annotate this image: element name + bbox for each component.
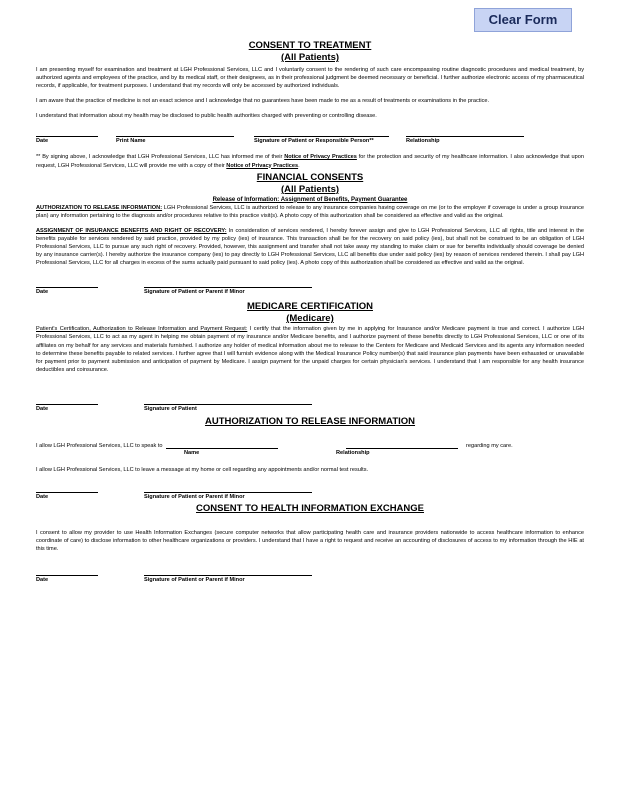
release-speak-suffix: regarding my care.	[466, 442, 513, 449]
assignment-text: In consideration of services rendered, I hereby forever assign and give to LGH Professional Services, LLC all rights, title and interest in the benefits payable for services rendered by said practice, provided by my policy (ies) of insurance. This transaction shall be for the recovery on said policy (ies), but shall not be construed to be an obligation of LGH Professional Services, LLC to pursue any such right of recovery. Provided, however, this assignment and transfer shall not take away my standing to make claim or sue for benefits individually should coverage be denied by any insurance carrier(s). I hereby authorize the insurance company (ies) to pay directly to LGH Professional Services, LLC all benefits due under said policy (ies) by reason of services rendered therein. I shall pay LGH Professional Services, LLC for all charges in excess of the sums actually paid pursuant to said policy (ies). A photo copy of this authorization shall be considered as effective and valid as the original.	[36, 227, 584, 267]
medicare-date-field[interactable]	[36, 404, 98, 405]
financial-signature-field[interactable]	[144, 287, 312, 288]
hie-signature-field[interactable]	[144, 575, 312, 576]
print-name-field[interactable]	[116, 136, 234, 137]
privacy-note-text-a: ** By signing above, I acknowledge that LGH Professional Services, LLC has informed me of their	[36, 154, 285, 161]
financial-title: FINANCIAL CONSENTS	[256, 171, 364, 183]
auth-release-paragraph	[36, 204, 584, 220]
hie-title: CONSENT TO HEALTH INFORMATION EXCHANGE	[196, 502, 424, 514]
medicare-paragraph	[36, 325, 584, 374]
assignment-heading: ASSIGNMENT OF INSURANCE BENEFITS AND RIGHT OF RECOVERY:	[36, 227, 227, 234]
date-field[interactable]	[36, 136, 98, 137]
financial-sub-heading: Release of Information: Assignment of Benefits, Payment Guarantee	[212, 196, 408, 203]
financial-subtitle: (All Patients)	[280, 183, 340, 195]
signature-label: Signature of Patient or Responsible Person**	[254, 138, 374, 145]
date-label: Date	[36, 138, 49, 145]
release-relationship-field[interactable]	[346, 448, 458, 449]
hie-signature-label: Signature of Patient or Parent if Minor	[144, 577, 245, 584]
medicare-subtitle: (Medicare)	[286, 313, 334, 325]
medicare-signature-field[interactable]	[144, 404, 312, 405]
signature-field[interactable]	[254, 136, 389, 137]
release-speak-text: I allow LGH Professional Services, LLC to speak to	[36, 442, 163, 449]
release-speak-row	[36, 442, 584, 464]
release-title: AUTHORIZATION TO RELEASE INFORMATION	[204, 415, 416, 427]
privacy-note-text-b: for the protection and security of my healthcare information. I also acknowledge that upon request, LGH Professional Services, LLC will provide me with a copy of their	[36, 154, 584, 169]
hie-date-label: Date	[36, 577, 49, 584]
auth-release-text: LGH Professional Services, LLC is authorized to release to any insurance companies having coverage on me (or to the employer if coverage is under a group insurance plan) any information pertaining to the diagnosis and/or procedures relative to this practice visit(s). A photo copy of this authorization shall be considered as effective and valid as the original.	[36, 204, 584, 219]
hie-date-field[interactable]	[36, 575, 98, 576]
print-name-label: Print Name	[116, 138, 146, 145]
consent-paragraph-2: I am aware that the practice of medicine is not an exact science and I acknowledge that no guarantees have been made to me as a result of treatments or examinations in the practice.	[36, 98, 490, 105]
release-signature-field[interactable]	[144, 492, 312, 493]
consent-form	[36, 40, 584, 589]
medicare-heading: Patient's Certification, Authorization to Release Information and Payment Request:	[36, 326, 248, 333]
release-name-label: Name	[184, 449, 200, 456]
relationship-label: Relationship	[406, 138, 440, 145]
release-date-field[interactable]	[36, 492, 98, 493]
consent-subtitle: (All Patients)	[280, 52, 340, 63]
auth-release-heading: AUTHORIZATION TO RELEASE INFORMATION:	[36, 204, 163, 211]
release-signature-label: Signature of Patient or Parent if Minor	[144, 493, 245, 500]
medicare-text: I certify that the information given by me in applying for Insurance and/or Medicare payment is true and correct. I authorize LGH Professional Services, LLC to act as my agent in helping me obtain payment of my insurance and/or Medicare benefits, and I authorize payment of these benefits directly to LGH Professional Services, LLC or one of its affiliates on my behalf for any services and materials furnished. I authorize any holder of medical information about me to release to the Centers for Medicare and Medicaid Services and its agents any information needed to determine these benefits payable to related services. I further agree that I will furnish evidence along with the Medical Insurance Policy number(s) that said insurance plan payments have been exhausted or unavailable for payment prior to payment submission and anticipation of payment by Medicare. I assign payment for the unpaid charges for certain physician's services. I understand that I am responsible for any health insurance deductibles and coinsurance.	[36, 326, 584, 373]
consent-paragraph-3: I understand that information about my health may be disclosed to public health authorities charged with preventing or controlling disease.	[36, 113, 377, 120]
consent-paragraph-1: I am presenting myself for examination and treatment at LGH Professional Services, LLC and I voluntarily consent to the rendering of such care encompassing routine diagnostic procedures and medical treatment, by authorized agents and employees of the practice, and by its medical staff, or their designees, as in their professional judgment be deemed necessary or beneficial. I further authorize electronic access of my pharmaceutical records, if applicable, for treatment purposes. I understand that my records will only be accessed by authorized individuals.	[36, 67, 584, 90]
release-relationship-label: Relationship	[336, 449, 370, 456]
medicare-signature-label: Signature of Patient	[144, 405, 197, 412]
privacy-note	[36, 153, 584, 169]
assignment-paragraph	[36, 227, 584, 267]
release-message-text: I allow LGH Professional Services, LLC to leave a message at my home or cell regarding any appointments and/or normal test results.	[36, 466, 369, 473]
financial-date-label: Date	[36, 289, 49, 296]
consent-title: CONSENT TO TREATMENT	[248, 40, 372, 51]
release-name-field[interactable]	[166, 448, 278, 449]
medicare-date-label: Date	[36, 405, 49, 412]
privacy-link-1: Notice of Privacy Practices	[284, 154, 357, 161]
hie-paragraph: I consent to allow my provider to use Health Information Exchanges (secure computer networks that allow participating health care and insurance providers nationwide to access healthcare information to enhance coordinate of care) to disclose information to other healthcare organizations or providers. I understand that I have a right to request and receive an accounting of disclosures of access to my information through the HIE at this time.	[36, 529, 584, 553]
privacy-link-2: Notice of Privacy Practices	[226, 162, 299, 169]
financial-date-field[interactable]	[36, 287, 98, 288]
relationship-field[interactable]	[406, 136, 524, 137]
clear-form-button[interactable]: Clear Form	[474, 8, 572, 32]
medicare-title: MEDICARE CERTIFICATION	[247, 301, 373, 313]
privacy-note-text-c: .	[298, 162, 300, 169]
release-date-label: Date	[36, 493, 49, 500]
financial-signature-label: Signature of Patient or Parent if Minor	[144, 289, 245, 296]
